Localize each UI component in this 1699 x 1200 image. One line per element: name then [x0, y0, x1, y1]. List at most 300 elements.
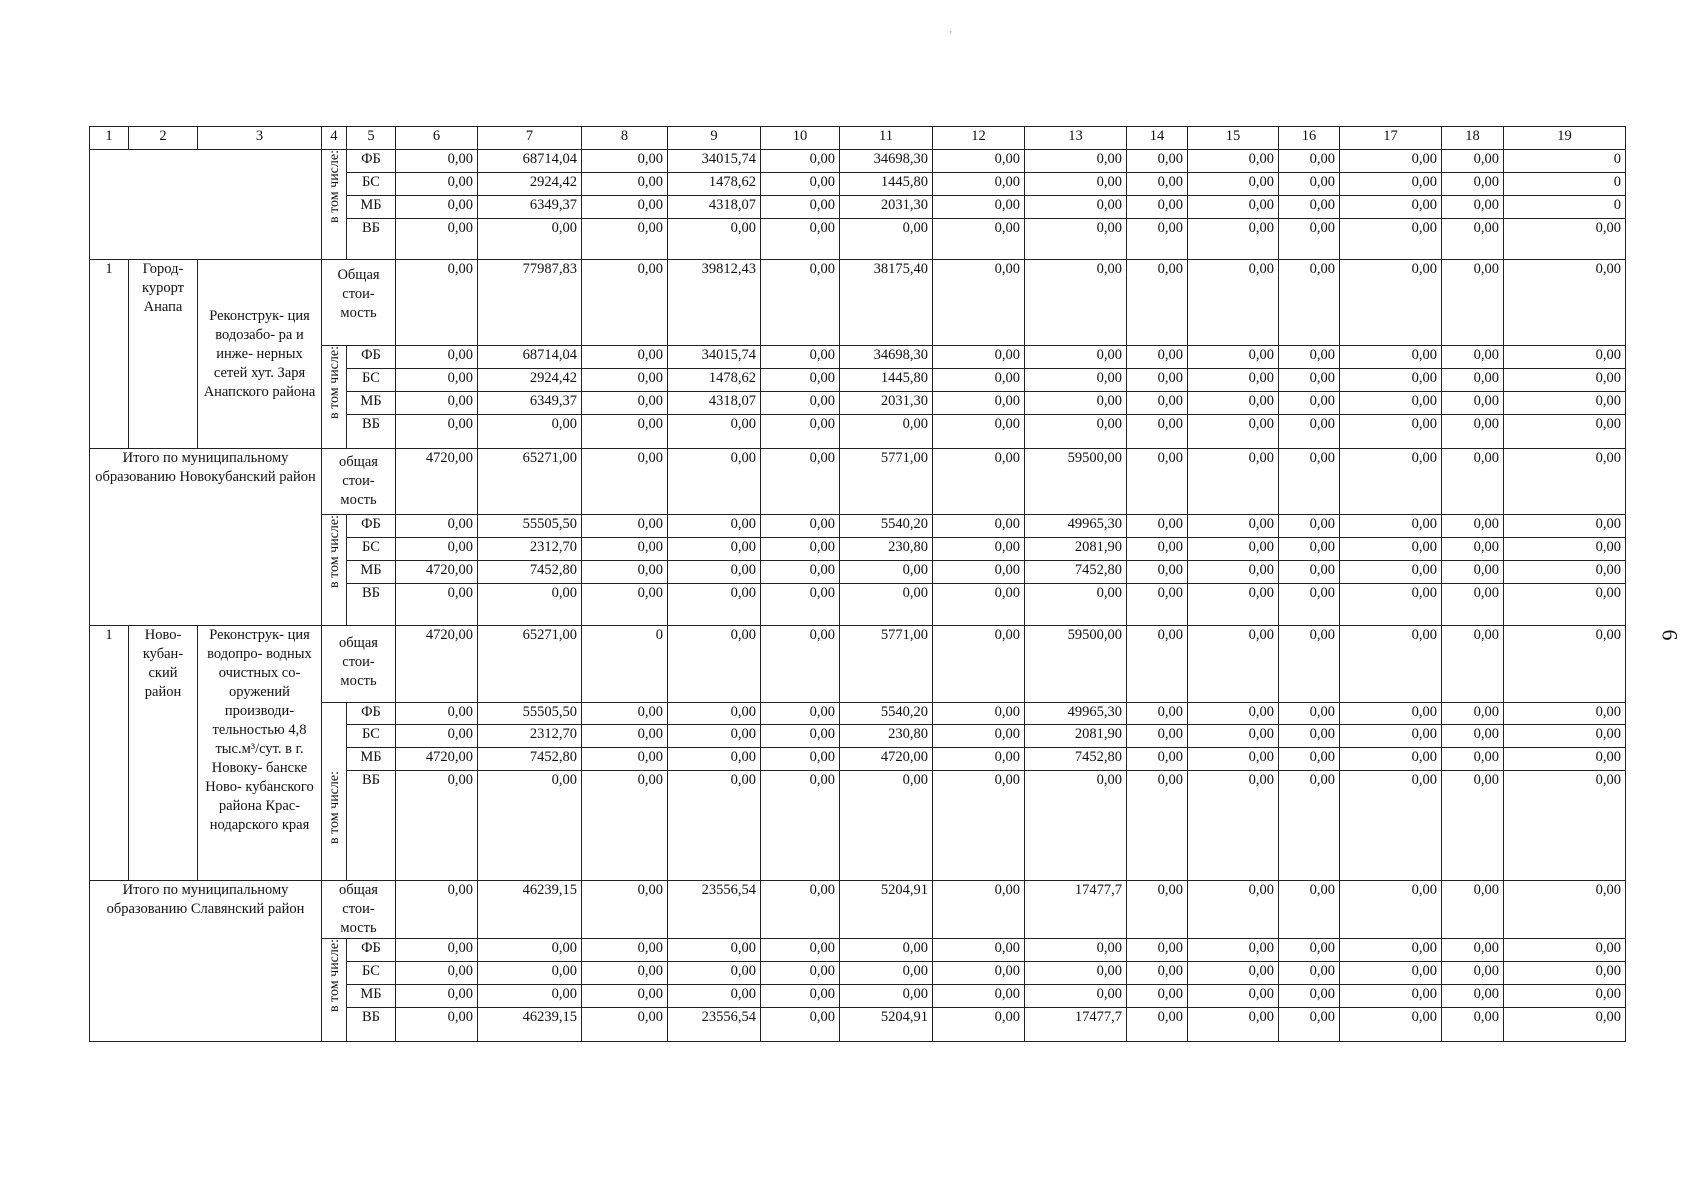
value-cell: 0,00: [582, 219, 668, 260]
in-which-vertical: в том числе:: [322, 703, 347, 881]
in-which-vertical: в том числе:: [322, 150, 347, 260]
column-header: 5: [347, 127, 396, 150]
column-header: 15: [1188, 127, 1279, 150]
value-cell: 0,00: [1340, 561, 1442, 584]
value-cell: 0,00: [761, 561, 840, 584]
value-cell: 34015,74: [668, 346, 761, 369]
funding-source: МБ: [347, 985, 396, 1008]
value-cell: 0,00: [1025, 939, 1127, 962]
value-cell: 1478,62: [668, 369, 761, 392]
value-cell: 230,80: [840, 538, 933, 561]
value-cell: 0,00: [1340, 939, 1442, 962]
value-cell: 0,00: [668, 725, 761, 748]
value-cell: 0,00: [1504, 260, 1626, 346]
value-cell: 2312,70: [478, 725, 582, 748]
value-cell: 0,00: [840, 939, 933, 962]
value-cell: 0,00: [933, 939, 1025, 962]
value-cell: 46239,15: [478, 881, 582, 939]
value-cell: 0,00: [761, 515, 840, 538]
value-cell: 0,00: [840, 771, 933, 881]
value-cell: 0,00: [396, 173, 478, 196]
value-cell: 0,00: [582, 939, 668, 962]
value-cell: 0,00: [761, 703, 840, 725]
value-cell: 0,00: [1340, 1008, 1442, 1042]
table-row: [90, 449, 1626, 515]
value-cell: 0,00: [1127, 703, 1188, 725]
value-cell: 0: [582, 626, 668, 703]
value-cell: 0,00: [1504, 703, 1626, 725]
value-cell: 0,00: [1442, 725, 1504, 748]
value-cell: 0,00: [1025, 415, 1127, 449]
value-cell: 0,00: [1442, 985, 1504, 1008]
value-cell: 0,00: [668, 561, 761, 584]
value-cell: 55505,50: [478, 515, 582, 538]
value-cell: 0,00: [1279, 415, 1340, 449]
value-cell: 0,00: [1279, 173, 1340, 196]
value-cell: 0,00: [1025, 173, 1127, 196]
table-row: [90, 881, 1626, 939]
value-cell: 4720,00: [396, 561, 478, 584]
value-cell: 0,00: [1188, 219, 1279, 260]
value-cell: 0,00: [1279, 219, 1340, 260]
value-cell: 0,00: [933, 369, 1025, 392]
value-cell: 0,00: [1025, 150, 1127, 173]
value-cell: 0,00: [933, 561, 1025, 584]
value-cell: 0,00: [396, 219, 478, 260]
value-cell: 0,00: [933, 626, 1025, 703]
page-number: 6: [1657, 629, 1683, 641]
value-cell: 0,00: [1504, 346, 1626, 369]
value-cell: 0,00: [1188, 561, 1279, 584]
value-cell: 0,00: [1188, 748, 1279, 771]
value-cell: 0,00: [1340, 985, 1442, 1008]
funding-source: ФБ: [347, 515, 396, 538]
project-description: Реконструк- ция водозабо- ра и инже- нерных сетей хут. Заря Анапского района: [198, 260, 322, 449]
value-cell: 0,00: [582, 515, 668, 538]
value-cell: 0,00: [840, 962, 933, 985]
value-cell: 0,00: [1504, 626, 1626, 703]
in-which-vertical: в том числе:: [322, 346, 347, 449]
value-cell: 0,00: [1340, 748, 1442, 771]
value-cell: 0,00: [478, 415, 582, 449]
value-cell: 0,00: [1188, 346, 1279, 369]
value-cell: 0,00: [1279, 515, 1340, 538]
value-cell: 0,00: [1127, 260, 1188, 346]
value-cell: 0,00: [840, 561, 933, 584]
funding-source: МБ: [347, 196, 396, 219]
column-header: 3: [198, 127, 322, 150]
value-cell: 0,00: [396, 515, 478, 538]
value-cell: 0,00: [1279, 881, 1340, 939]
value-cell: 0,00: [396, 985, 478, 1008]
value-cell: 0,00: [1442, 962, 1504, 985]
value-cell: 0,00: [1442, 369, 1504, 392]
value-cell: 0,00: [1442, 939, 1504, 962]
value-cell: 0,00: [582, 771, 668, 881]
value-cell: 0,00: [1442, 173, 1504, 196]
value-cell: 0,00: [1279, 939, 1340, 962]
value-cell: 0,00: [1504, 415, 1626, 449]
value-cell: 0,00: [1504, 962, 1626, 985]
value-cell: 34698,30: [840, 150, 933, 173]
value-cell: 0,00: [933, 219, 1025, 260]
funding-source: БС: [347, 173, 396, 196]
value-cell: 0,00: [1442, 626, 1504, 703]
value-cell: 0,00: [1279, 392, 1340, 415]
value-cell: 0,00: [1127, 561, 1188, 584]
value-cell: 0,00: [1504, 538, 1626, 561]
value-cell: 0,00: [478, 985, 582, 1008]
value-cell: 0,00: [1025, 346, 1127, 369]
project-description: Реконструк- ция водопро- водных очистных со- оружений производи- тельностью 4,8 тыс.м³/сут. в г. Новоку- банске Ново- кубанского района Крас- нодарского края: [198, 626, 322, 881]
column-header: 17: [1340, 127, 1442, 150]
value-cell: 0,00: [933, 1008, 1025, 1042]
value-cell: 1445,80: [840, 173, 933, 196]
value-cell: 0,00: [396, 369, 478, 392]
value-cell: 0,00: [1279, 985, 1340, 1008]
funding-source: БС: [347, 538, 396, 561]
value-cell: 0,00: [1504, 881, 1626, 939]
value-cell: 1445,80: [840, 369, 933, 392]
value-cell: 0,00: [1340, 703, 1442, 725]
value-cell: 0,00: [1127, 1008, 1188, 1042]
column-header: 7: [478, 127, 582, 150]
value-cell: 0,00: [1279, 771, 1340, 881]
value-cell: 0,00: [761, 985, 840, 1008]
value-cell: 17477,7: [1025, 881, 1127, 939]
value-cell: 39812,43: [668, 260, 761, 346]
value-cell: 0,00: [1340, 260, 1442, 346]
subtotal-label: Итого по муниципальному образованию Славянский район: [90, 881, 322, 1042]
value-cell: 0,00: [1340, 449, 1442, 515]
column-header: 2: [129, 127, 198, 150]
value-cell: 0,00: [1442, 219, 1504, 260]
value-cell: 0,00: [582, 584, 668, 626]
value-cell: 0,00: [1504, 725, 1626, 748]
value-cell: 0,00: [668, 939, 761, 962]
value-cell: 23556,54: [668, 1008, 761, 1042]
value-cell: 0,00: [1442, 561, 1504, 584]
value-cell: 0,00: [933, 515, 1025, 538]
value-cell: 0,00: [933, 962, 1025, 985]
table-row: [90, 260, 1626, 346]
value-cell: 0,00: [1127, 538, 1188, 561]
value-cell: 4720,00: [396, 626, 478, 703]
value-cell: 0,00: [396, 881, 478, 939]
funding-source: ФБ: [347, 939, 396, 962]
value-cell: 0,00: [1504, 584, 1626, 626]
value-cell: 0,00: [1442, 1008, 1504, 1042]
value-cell: 5540,20: [840, 703, 933, 725]
value-cell: 0,00: [668, 538, 761, 561]
value-cell: 0,00: [396, 939, 478, 962]
column-header: 1: [90, 127, 129, 150]
value-cell: 0,00: [1442, 415, 1504, 449]
value-cell: 0,00: [1340, 173, 1442, 196]
value-cell: 77987,83: [478, 260, 582, 346]
value-cell: 0,00: [1442, 881, 1504, 939]
column-header: 4: [322, 127, 347, 150]
value-cell: 0,00: [1279, 260, 1340, 346]
value-cell: 0,00: [1279, 703, 1340, 725]
value-cell: 0,00: [582, 173, 668, 196]
value-cell: 0,00: [1127, 748, 1188, 771]
value-cell: 0,00: [761, 415, 840, 449]
total-cost-label: общая стои- мость: [322, 881, 396, 939]
value-cell: 59500,00: [1025, 626, 1127, 703]
value-cell: 0,00: [1127, 939, 1188, 962]
value-cell: 0,00: [761, 449, 840, 515]
value-cell: 0,00: [668, 515, 761, 538]
value-cell: 59500,00: [1025, 449, 1127, 515]
value-cell: 23556,54: [668, 881, 761, 939]
value-cell: 0,00: [761, 538, 840, 561]
value-cell: 0,00: [1188, 415, 1279, 449]
value-cell: 5771,00: [840, 626, 933, 703]
value-cell: 0,00: [582, 260, 668, 346]
value-cell: 0,00: [1442, 346, 1504, 369]
column-header: 12: [933, 127, 1025, 150]
funding-source: ВБ: [347, 771, 396, 881]
value-cell: 0,00: [1127, 626, 1188, 703]
funding-source: МБ: [347, 392, 396, 415]
value-cell: 0,00: [396, 260, 478, 346]
value-cell: 0,00: [668, 219, 761, 260]
value-cell: 0,00: [1188, 771, 1279, 881]
value-cell: 0,00: [582, 150, 668, 173]
value-cell: 0,00: [1340, 415, 1442, 449]
value-cell: 6349,37: [478, 392, 582, 415]
value-cell: 0,00: [668, 449, 761, 515]
value-cell: 0,00: [933, 584, 1025, 626]
value-cell: 0,00: [396, 150, 478, 173]
value-cell: 0,00: [933, 881, 1025, 939]
value-cell: 0,00: [1188, 196, 1279, 219]
row-number: 1: [90, 260, 129, 449]
table-row: [90, 150, 1626, 173]
header-row: [90, 127, 1626, 150]
value-cell: 0,00: [1127, 584, 1188, 626]
value-cell: 5204,91: [840, 881, 933, 939]
value-cell: 2081,90: [1025, 538, 1127, 561]
value-cell: 230,80: [840, 725, 933, 748]
value-cell: 5540,20: [840, 515, 933, 538]
value-cell: 7452,80: [478, 748, 582, 771]
value-cell: 0,00: [933, 196, 1025, 219]
value-cell: 0,00: [761, 150, 840, 173]
value-cell: 65271,00: [478, 449, 582, 515]
value-cell: 0,00: [582, 415, 668, 449]
value-cell: 0,00: [933, 703, 1025, 725]
value-cell: 0,00: [582, 881, 668, 939]
value-cell: 0,00: [478, 771, 582, 881]
value-cell: 0,00: [933, 173, 1025, 196]
column-header: 18: [1442, 127, 1504, 150]
value-cell: 34015,74: [668, 150, 761, 173]
value-cell: 0,00: [396, 392, 478, 415]
value-cell: 0,00: [933, 449, 1025, 515]
value-cell: 0,00: [1442, 748, 1504, 771]
value-cell: 0,00: [1025, 584, 1127, 626]
value-cell: 0,00: [1188, 962, 1279, 985]
value-cell: 0,00: [582, 1008, 668, 1042]
value-cell: 0,00: [1025, 219, 1127, 260]
value-cell: 0,00: [582, 538, 668, 561]
value-cell: 0,00: [1188, 626, 1279, 703]
value-cell: 1478,62: [668, 173, 761, 196]
value-cell: 0,00: [1504, 219, 1626, 260]
value-cell: 0,00: [1340, 392, 1442, 415]
value-cell: 0,00: [396, 415, 478, 449]
value-cell: 0,00: [1127, 196, 1188, 219]
value-cell: 0,00: [761, 219, 840, 260]
value-cell: 0,00: [582, 561, 668, 584]
value-cell: 0,00: [582, 346, 668, 369]
value-cell: 0,00: [933, 725, 1025, 748]
value-cell: 4720,00: [396, 449, 478, 515]
value-cell: 0,00: [1127, 449, 1188, 515]
value-cell: 0,00: [1279, 962, 1340, 985]
value-cell: 0,00: [1188, 725, 1279, 748]
value-cell: 0,00: [1188, 369, 1279, 392]
value-cell: 0,00: [1340, 369, 1442, 392]
funding-source: БС: [347, 962, 396, 985]
scan-tick-mark: ': [950, 30, 952, 41]
value-cell: 0,00: [761, 748, 840, 771]
value-cell: 0,00: [840, 415, 933, 449]
value-cell: 0,00: [840, 219, 933, 260]
value-cell: 2031,30: [840, 196, 933, 219]
value-cell: 0,00: [1442, 703, 1504, 725]
value-cell: 0,00: [761, 196, 840, 219]
value-cell: 65271,00: [478, 626, 582, 703]
value-cell: 68714,04: [478, 346, 582, 369]
value-cell: 0,00: [1127, 725, 1188, 748]
value-cell: 0,00: [396, 771, 478, 881]
value-cell: 0,00: [1279, 1008, 1340, 1042]
value-cell: 0,00: [1025, 196, 1127, 219]
funding-source: МБ: [347, 561, 396, 584]
value-cell: 0,00: [1442, 196, 1504, 219]
value-cell: 0,00: [1340, 771, 1442, 881]
value-cell: 0,00: [1279, 748, 1340, 771]
value-cell: 5771,00: [840, 449, 933, 515]
value-cell: 0,00: [1442, 392, 1504, 415]
value-cell: 0,00: [1279, 150, 1340, 173]
value-cell: 7452,80: [1025, 748, 1127, 771]
value-cell: 4318,07: [668, 392, 761, 415]
value-cell: 0,00: [1442, 449, 1504, 515]
funding-source: БС: [347, 369, 396, 392]
value-cell: 0,00: [1188, 260, 1279, 346]
value-cell: 0,00: [1340, 881, 1442, 939]
municipality-name: Город- курорт Анапа: [129, 260, 198, 449]
value-cell: 0,00: [1025, 985, 1127, 1008]
total-cost-label: Общая стои- мость: [322, 260, 396, 346]
value-cell: 0,00: [933, 985, 1025, 1008]
value-cell: 0,00: [1504, 449, 1626, 515]
value-cell: 0,00: [1442, 584, 1504, 626]
value-cell: 0,00: [761, 346, 840, 369]
value-cell: 0,00: [1025, 962, 1127, 985]
column-header: 8: [582, 127, 668, 150]
value-cell: 0,00: [396, 584, 478, 626]
value-cell: 4318,07: [668, 196, 761, 219]
value-cell: 0,00: [668, 771, 761, 881]
column-header: 19: [1504, 127, 1626, 150]
value-cell: 0,00: [1279, 538, 1340, 561]
value-cell: 2312,70: [478, 538, 582, 561]
value-cell: 0,00: [761, 725, 840, 748]
value-cell: 0,00: [668, 626, 761, 703]
funding-source: ФБ: [347, 150, 396, 173]
value-cell: 68714,04: [478, 150, 582, 173]
value-cell: 0,00: [1188, 392, 1279, 415]
value-cell: 0,00: [668, 962, 761, 985]
row-number: 1: [90, 626, 129, 881]
value-cell: 0,00: [1504, 561, 1626, 584]
value-cell: 0,00: [582, 985, 668, 1008]
value-cell: 0,00: [478, 962, 582, 985]
table-row: [90, 626, 1626, 703]
funding-source: ВБ: [347, 1008, 396, 1042]
value-cell: 0,00: [668, 584, 761, 626]
value-cell: 0,00: [1279, 346, 1340, 369]
value-cell: 0,00: [668, 415, 761, 449]
value-cell: 0,00: [761, 771, 840, 881]
value-cell: 0,00: [1504, 1008, 1626, 1042]
value-cell: 0,00: [1025, 392, 1127, 415]
value-cell: 0,00: [1279, 725, 1340, 748]
value-cell: 4720,00: [396, 748, 478, 771]
value-cell: 0,00: [1340, 584, 1442, 626]
funding-source: ВБ: [347, 584, 396, 626]
value-cell: 0,00: [761, 626, 840, 703]
value-cell: 0,00: [933, 415, 1025, 449]
value-cell: 0,00: [761, 392, 840, 415]
value-cell: 0,00: [396, 538, 478, 561]
value-cell: 0,00: [761, 369, 840, 392]
value-cell: 0,00: [1127, 392, 1188, 415]
value-cell: 2031,30: [840, 392, 933, 415]
value-cell: 0,00: [1188, 173, 1279, 196]
value-cell: 6349,37: [478, 196, 582, 219]
value-cell: 0,00: [582, 392, 668, 415]
value-cell: 0,00: [1340, 626, 1442, 703]
value-cell: 0,00: [1340, 725, 1442, 748]
value-cell: 0,00: [1127, 219, 1188, 260]
value-cell: 0,00: [840, 985, 933, 1008]
value-cell: 0,00: [668, 748, 761, 771]
value-cell: 0,00: [1127, 771, 1188, 881]
value-cell: 49965,30: [1025, 515, 1127, 538]
column-header: 10: [761, 127, 840, 150]
value-cell: 0,00: [1188, 985, 1279, 1008]
value-cell: 0,00: [933, 260, 1025, 346]
value-cell: 0,00: [1127, 415, 1188, 449]
value-cell: 2924,42: [478, 173, 582, 196]
value-cell: 0,00: [933, 748, 1025, 771]
value-cell: 4720,00: [840, 748, 933, 771]
value-cell: 0,00: [1025, 771, 1127, 881]
column-header: 16: [1279, 127, 1340, 150]
empty-label-cell: [90, 150, 322, 260]
funding-table: [89, 126, 1626, 1042]
value-cell: 0,00: [582, 962, 668, 985]
value-cell: 0,00: [582, 748, 668, 771]
value-cell: 0,00: [1188, 515, 1279, 538]
value-cell: 0,00: [1025, 260, 1127, 346]
